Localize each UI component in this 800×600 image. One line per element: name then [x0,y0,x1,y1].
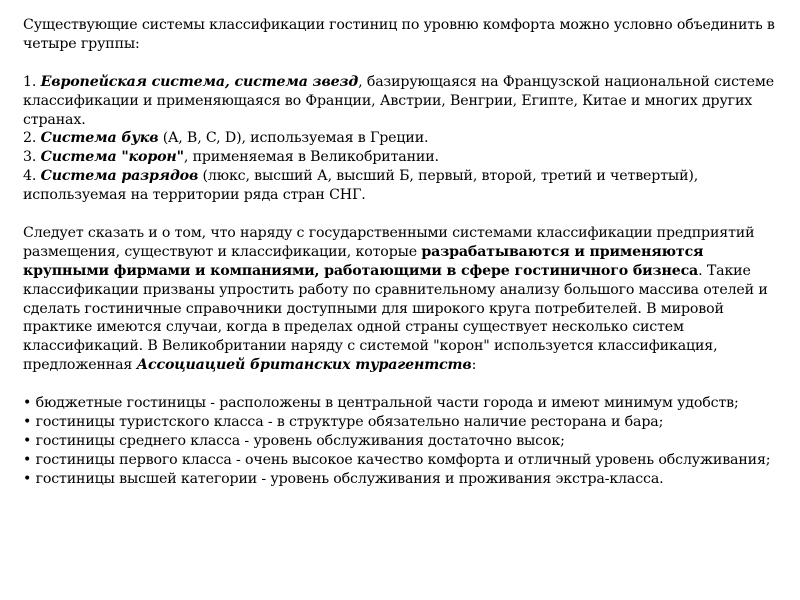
bullet-item-3: • гостиницы среднего класса - уровень обслуживания достаточно высок; [23,432,565,449]
group-number: 4. [23,168,41,185]
slide-text-block [23,16,775,489]
group-number: 2. [23,130,41,147]
group-item-2 [23,129,775,148]
bullet-item-5: • гостиницы высшей категории - уровень обслуживания и проживания экстра-класса. [23,470,664,487]
association-name: Ассоциацией британских турагентств [136,357,472,374]
group-description: (люкс, высший А, высший Б, первый, второй, третий и четвертый), используемая на территории ряда стран СНГ. [23,168,699,204]
group-item-3 [23,148,775,167]
spacer [23,205,775,224]
spacer [23,54,775,73]
group-name: Система букв [40,130,159,147]
paragraph-bold-text: разрабатываются и применяются крупными фирмами и компаниями, работающими в сфере гостиничного бизнеса [23,243,704,279]
paragraph-text: . Такие классификации призваны упростить работу по сравнительному анализу большого массива отелей и сделать гостиничные справочники доступными для широкого круга потребителей. В мировой практике имеются случаи, когда в пределах одной страны существует несколько систем классификаций. В Великобритании наряду с системой "корон" используется классификация, предложенная [23,262,768,374]
group-description: , базирующаяся на Французской национальной системе классификации и применяющаяся во Франции, Австрии, Венгрии, Египте, Китае и многих других странах. [23,73,775,128]
bullet-item-1: • бюджетные гостиницы - расположены в центральной части города и имеют минимум удобств; [23,395,739,412]
spacer [23,375,775,394]
group-name: Система "корон" [40,149,184,166]
bullet-item-4: • гостиницы первого класса - очень высокое качество комфорта и отличный уровень обслуживания; [23,451,771,468]
bullet-item-2: • гостиницы туристского класса - в структуре обязательно наличие ресторана и бара; [23,413,664,430]
classification-paragraph [23,224,775,375]
group-description: , применяемая в Великобритании. [183,149,439,166]
paragraph-text: Следует сказать и о том, что наряду с государственными системами классификации предприятий размещения, существуют и классификации, которые [23,224,755,260]
group-item-1 [23,73,775,130]
group-item-4 [23,167,775,205]
group-number: 1. [23,73,41,90]
group-description: (A, B, C, D), используемая в Греции. [158,130,429,147]
group-name: Европейская система, система звезд [40,73,359,90]
intro-paragraph: Существующие системы классификации гостиниц по уровню комфорта можно условно объединить в четыре группы: [23,17,775,52]
group-name: Система разрядов [40,168,199,185]
group-number: 3. [23,149,41,166]
paragraph-end: : [471,357,477,374]
